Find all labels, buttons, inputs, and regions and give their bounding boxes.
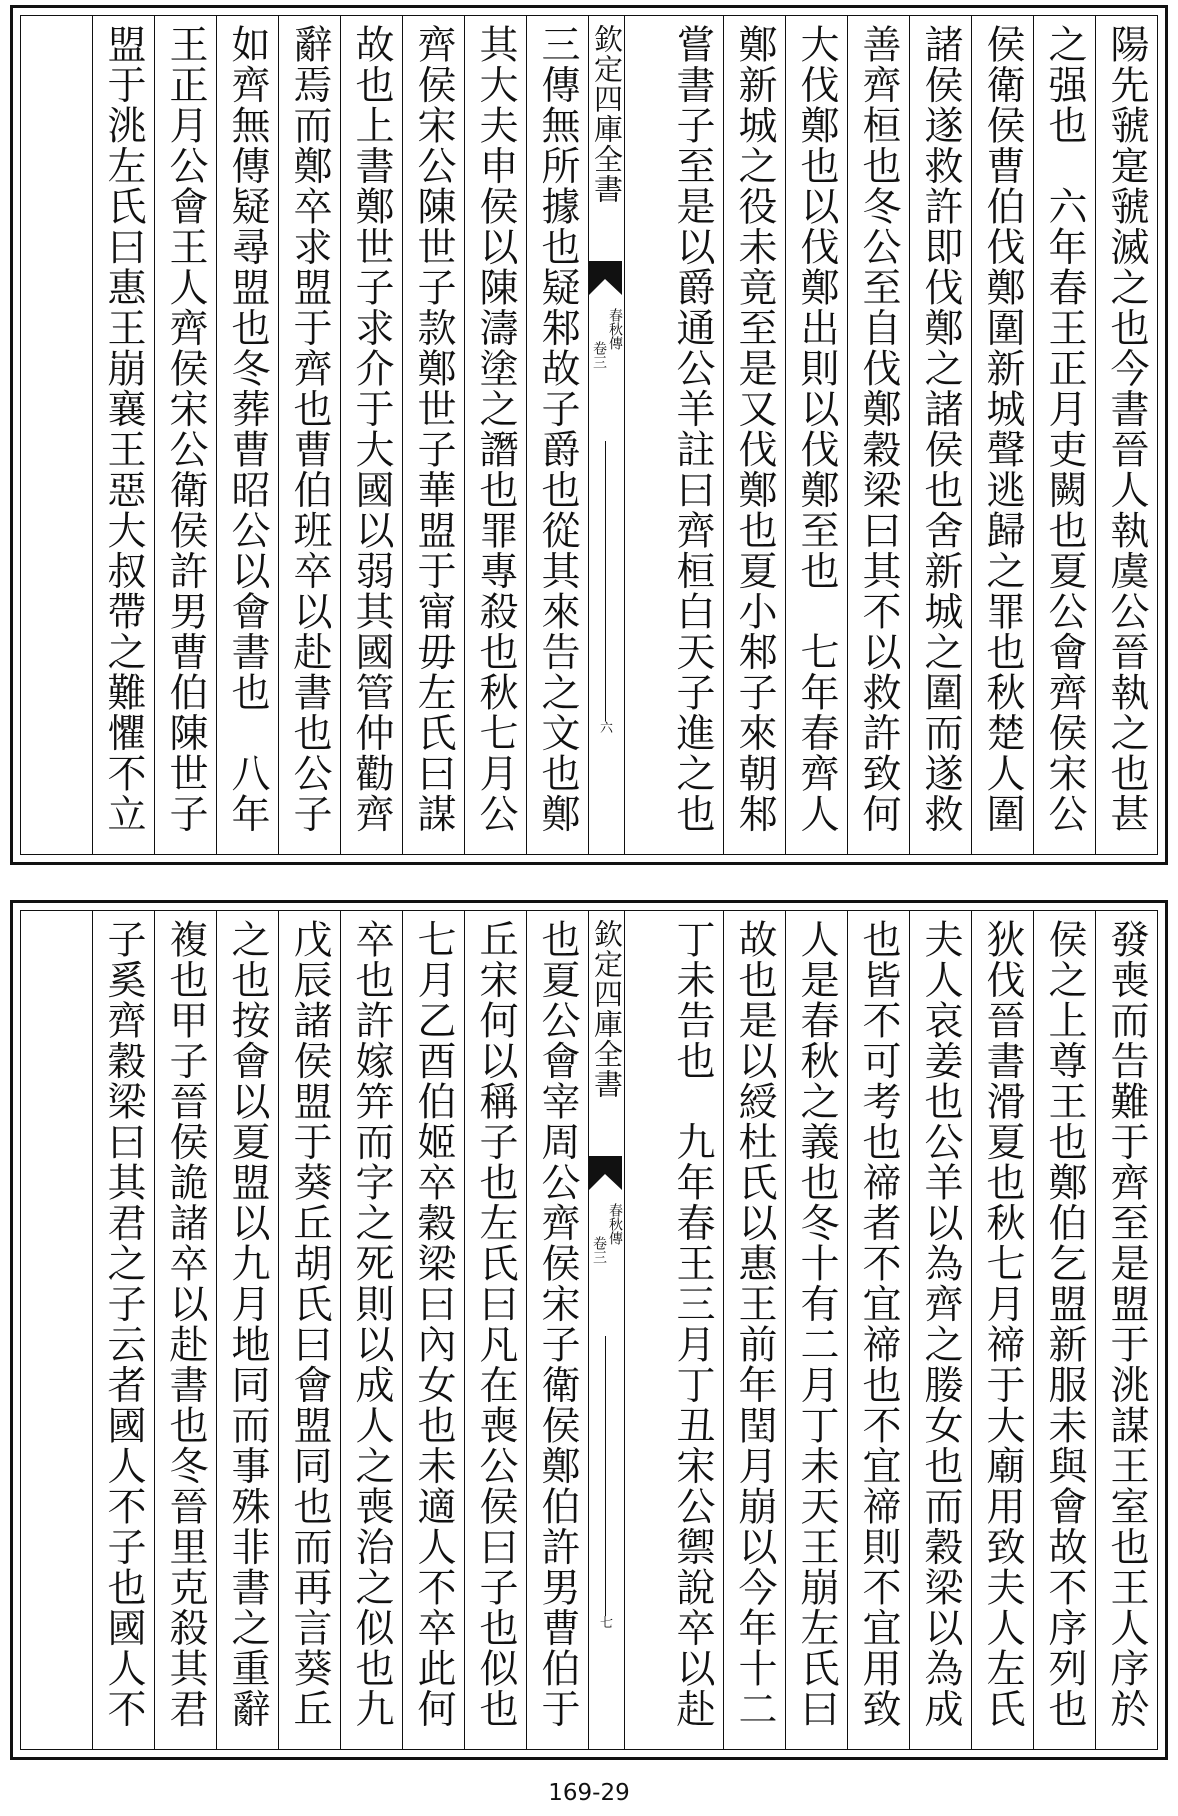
margin-rule (605, 1336, 606, 1616)
margin-book-title: 春秋傳 (607, 1203, 623, 1245)
top-page (10, 5, 1168, 865)
bottom-right-half (590, 911, 1157, 1749)
text-column: 其大夫申侯以陳濤塗之譖也罪專殺也秋七月公 (464, 16, 526, 854)
fish-tail-mark-icon (589, 1156, 622, 1190)
text-column: 齊侯宋公陳世子款鄭世子華盟于甯毋左氏曰謀 (402, 16, 464, 854)
margin-title: 欽定四庫全書 (590, 24, 624, 204)
text-column: 大伐鄭也以伐鄭出則以伐鄭至也 七年春齊人 (785, 16, 847, 854)
margin-chapter: 卷三 (591, 341, 607, 369)
margin-book-title: 春秋傳 (607, 308, 623, 350)
text-column: 如齊無傳疑尋盟也冬葬曹昭公以會書也 八年 (216, 16, 278, 854)
center-margin (588, 911, 625, 1749)
folio-number: 七 (599, 1616, 613, 1631)
margin-chapter: 卷三 (591, 1236, 607, 1264)
margin-title: 欽定四庫全書 (590, 919, 624, 1099)
text-column: 王正月公會王人齊侯宋公衛侯許男曹伯陳世子 (154, 16, 216, 854)
text-column: 盟于洮左氏曰惠王崩襄王惡大叔帶之難懼不立 (92, 16, 154, 854)
text-column: 侯之上尊王也鄭伯乞盟新服未與會故不序列也 (1033, 911, 1095, 1749)
text-column: 發喪而告難于齊至是盟于洮謀王室也王人序於 (1095, 911, 1157, 1749)
folio-number: 六 (599, 721, 613, 736)
top-page-frame (20, 15, 1158, 855)
text-column: 鄭新城之役未竟至是又伐鄭也夏小邾子來朝邾 (723, 16, 785, 854)
text-column: 辭焉而鄭卒求盟于齊也曹伯班卒以赴書也公子 (278, 16, 340, 854)
text-column: 戊辰諸侯盟于葵丘胡氏曰會盟同也而再言葵丘 (278, 911, 340, 1749)
text-column: 子奚齊穀梁曰其君之子云者國人不子也國人不 (92, 911, 154, 1749)
margin-rule (605, 441, 606, 721)
center-margin (588, 16, 625, 854)
top-right-half (590, 16, 1157, 854)
text-column: 七月乙酉伯姬卒穀梁曰內女也未適人不卒此何 (402, 911, 464, 1749)
text-column: 狄伐晉書滑夏也秋七月禘于大廟用致夫人左氏 (971, 911, 1033, 1749)
text-column: 也皆不可考也禘者不宜禘也不宜禘則不宜用致 (847, 911, 909, 1749)
text-column: 故也上書鄭世子求介于大國以弱其國管仲勸齊 (340, 16, 402, 854)
text-column: 夫人哀姜也公羊以為齊之媵女也而穀梁以為成 (909, 911, 971, 1749)
text-column: 也夏公會宰周公齊侯宋子衛侯鄭伯許男曹伯于 (526, 911, 588, 1749)
bottom-page (10, 900, 1168, 1760)
text-column: 人是春秋之義也冬十有二月丁未天王崩左氏曰 (785, 911, 847, 1749)
text-column: 善齊桓也冬公至自伐鄭穀梁曰其不以救許致何 (847, 16, 909, 854)
text-column: 三傳無所據也疑邾故子爵也從其來告之文也鄭 (526, 16, 588, 854)
text-column: 侯衛侯曹伯伐鄭圍新城聲逃歸之罪也秋楚人圍 (971, 16, 1033, 854)
text-column: 陽先虢寔虢滅之也今書晉人執虞公晉執之也甚 (1095, 16, 1157, 854)
text-column: 之也按會以夏盟以九月地同而事殊非書之重辭 (216, 911, 278, 1749)
text-column: 複也甲子晉侯詭諸卒以赴書也冬晉里克殺其君 (154, 911, 216, 1749)
text-column: 之强也 六年春王正月吏闕也夏公會齊侯宋公 (1033, 16, 1095, 854)
page-number: 169-29 (548, 1780, 630, 1806)
text-column: 嘗書子至是以爵通公羊註曰齊桓白天子進之也 (670, 24, 715, 834)
text-column: 丁未告也 九年春王三月丁丑宋公禦說卒以赴 (670, 919, 715, 1729)
text-column: 故也是以綬杜氏以惠王前年閏月崩以今年十二 (723, 911, 785, 1749)
bottom-left-half (21, 911, 588, 1749)
text-column: 丘宋何以稱子也左氏曰凡在喪公侯曰子也似也 (464, 911, 526, 1749)
text-column: 卒也許嫁笄而字之死則以成人之喪治之似也九 (340, 911, 402, 1749)
bottom-page-frame (20, 910, 1158, 1750)
top-left-half (21, 16, 588, 854)
text-column: 諸侯遂救許即伐鄭之諸侯也舍新城之圍而遂救 (909, 16, 971, 854)
fish-tail-mark-icon (589, 261, 622, 295)
